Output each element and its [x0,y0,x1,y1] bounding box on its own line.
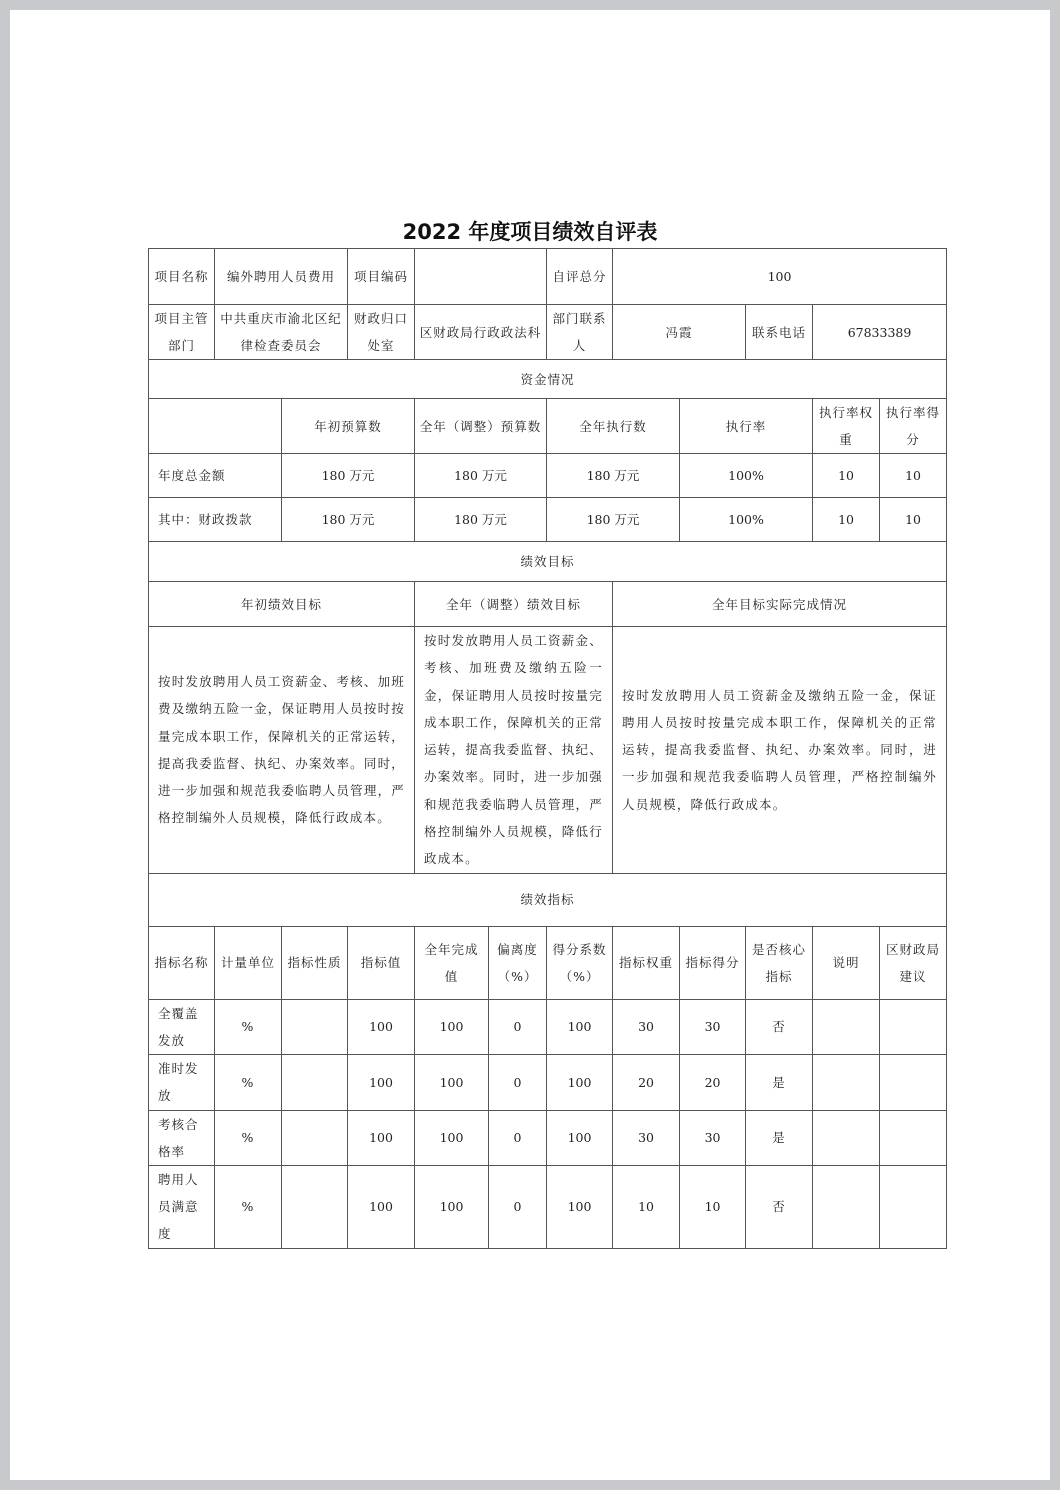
indicator-header: 偏离度（%） [489,926,547,999]
funds-header-initial: 年初预算数 [282,399,415,454]
goals-header-actual: 全年目标实际完成情况 [613,582,947,627]
indicator-row [149,1165,947,1248]
funds-header-row [149,399,947,454]
indicator-note [813,1054,880,1110]
goals-header-initial: 年初绩效目标 [149,582,415,627]
indicator-header: 指标性质 [282,926,348,999]
indicator-weight: 30 [613,999,680,1054]
indicator-done: 100 [415,999,489,1054]
phone-value: 67833389 [813,305,947,360]
indicator-unit: % [215,1110,282,1165]
project-name-value: 编外聘用人员费用 [215,249,348,305]
indicator-weight: 10 [613,1165,680,1248]
contact-label: 部门联系人 [547,305,613,360]
indicator-deviation: 0 [489,1054,547,1110]
indicator-header: 指标权重 [613,926,680,999]
indicator-note [813,999,880,1054]
self-score-value: 100 [613,249,947,305]
indicator-advice [880,1110,947,1165]
indicator-core: 否 [746,999,813,1054]
indicator-advice [880,1054,947,1110]
indicator-target: 100 [348,1054,415,1110]
indicator-nature [282,1110,348,1165]
funds-header-executed: 全年执行数 [547,399,680,454]
indicator-advice [880,999,947,1054]
indicator-core: 是 [746,1054,813,1110]
project-code-label: 项目编码 [348,249,415,305]
finance-office-label: 财政归口处室 [348,305,415,360]
indicator-header: 指标得分 [680,926,746,999]
goals-initial-text: 按时发放聘用人员工资薪金、考核、加班费及缴纳五险一金，保证聘用人员按时按量完成本职工作，保障机关的正常运转，提高我委监督、执纪、办案效率。同时，进一步加强和规范我委临聘人员管理，严格控制编外人员规模，降低行政成本。 [149,627,415,874]
indicator-score: 20 [680,1054,746,1110]
funds-cell: 10 [813,498,880,542]
funds-header-score: 执行率得分 [880,399,947,454]
indicator-deviation: 0 [489,999,547,1054]
contact-value: 冯霞 [613,305,746,360]
goals-header-adjusted: 全年（调整）绩效目标 [415,582,613,627]
funds-cell: 180 万元 [547,454,680,498]
project-code-value [415,249,547,305]
indicator-name: 考核合格率 [149,1110,215,1165]
goals-header-row [149,582,947,627]
indicator-unit: % [215,1054,282,1110]
indicator-core: 否 [746,1165,813,1248]
indicator-header: 是否核心指标 [746,926,813,999]
indicators-section-title: 绩效指标 [149,873,947,926]
funds-cell: 10 [813,454,880,498]
funds-cell: 180 万元 [547,498,680,542]
page-title: 2022 年度项目绩效自评表 [402,220,658,244]
indicator-name: 全覆盖发放 [149,999,215,1054]
document-page [10,10,1050,1480]
goals-section-title: 绩效目标 [149,542,947,582]
indicator-note [813,1110,880,1165]
funds-cell: 100% [680,454,813,498]
goals-actual-text: 按时发放聘用人员工资薪金及缴纳五险一金，保证聘用人员按时按量完成本职工作，保障机关的正常运转，提高我委监督、执纪、办案效率。同时，进一步加强和规范我委临聘人员管理，严格控制编外人员规模，降低行政成本。 [613,627,947,874]
funds-header-blank [149,399,282,454]
indicator-header: 全年完成值 [415,926,489,999]
indicator-header: 计量单位 [215,926,282,999]
indicator-weight: 30 [613,1110,680,1165]
goals-content-row [149,627,947,874]
indicator-deviation: 0 [489,1165,547,1248]
indicator-row [149,1110,947,1165]
basic-row-1 [149,249,947,305]
dept-label: 项目主管部门 [149,305,215,360]
funds-header-weight: 执行率权重 [813,399,880,454]
indicator-advice [880,1165,947,1248]
funds-cell: 180 万元 [415,454,547,498]
funds-row-label: 其中：财政拨款 [149,498,282,542]
indicator-target: 100 [348,1110,415,1165]
funds-header-rate: 执行率 [680,399,813,454]
dept-value: 中共重庆市渝北区纪律检查委员会 [215,305,348,360]
self-score-label: 自评总分 [547,249,613,305]
funds-cell: 10 [880,498,947,542]
basic-row-2 [149,305,947,360]
performance-table [148,248,947,1249]
indicator-header: 指标值 [348,926,415,999]
indicator-weight: 20 [613,1054,680,1110]
funds-cell: 180 万元 [415,498,547,542]
indicator-row [149,999,947,1054]
indicator-header: 指标名称 [149,926,215,999]
indicator-unit: % [215,999,282,1054]
indicator-score: 30 [680,1110,746,1165]
indicator-coef: 100 [547,999,613,1054]
indicator-note [813,1165,880,1248]
indicator-row [149,1054,947,1110]
indicator-coef: 100 [547,1054,613,1110]
finance-office-value: 区财政局行政政法科 [415,305,547,360]
funds-header-adjusted: 全年（调整）预算数 [415,399,547,454]
funds-row [149,498,947,542]
indicator-header: 区财政局建议 [880,926,947,999]
indicator-unit: % [215,1165,282,1248]
funds-cell: 10 [880,454,947,498]
indicator-target: 100 [348,999,415,1054]
indicators-header-row [149,926,947,999]
phone-label: 联系电话 [746,305,813,360]
funds-section-title: 资金情况 [149,360,947,399]
funds-cell: 100% [680,498,813,542]
project-name-label: 项目名称 [149,249,215,305]
funds-row [149,454,947,498]
goals-adjusted-text: 按时发放聘用人员工资薪金、考核、加班费及缴纳五险一金，保证聘用人员按时按量完成本职工作，保障机关的正常运转，提高我委监督、执纪、办案效率。同时，进一步加强和规范我委临聘人员管理，严格控制编外人员规模，降低行政成本。 [415,627,613,874]
funds-cell: 180 万元 [282,454,415,498]
funds-cell: 180 万元 [282,498,415,542]
indicator-target: 100 [348,1165,415,1248]
indicator-done: 100 [415,1165,489,1248]
indicator-nature [282,999,348,1054]
indicator-coef: 100 [547,1110,613,1165]
indicator-score: 30 [680,999,746,1054]
indicator-done: 100 [415,1110,489,1165]
indicator-deviation: 0 [489,1110,547,1165]
indicator-name: 聘用人员满意度 [149,1165,215,1248]
indicator-name: 准时发放 [149,1054,215,1110]
indicator-score: 10 [680,1165,746,1248]
indicator-nature [282,1165,348,1248]
indicator-header: 说明 [813,926,880,999]
indicator-nature [282,1054,348,1110]
indicator-core: 是 [746,1110,813,1165]
indicator-done: 100 [415,1054,489,1110]
indicator-header: 得分系数（%） [547,926,613,999]
funds-row-label: 年度总金额 [149,454,282,498]
indicator-coef: 100 [547,1165,613,1248]
